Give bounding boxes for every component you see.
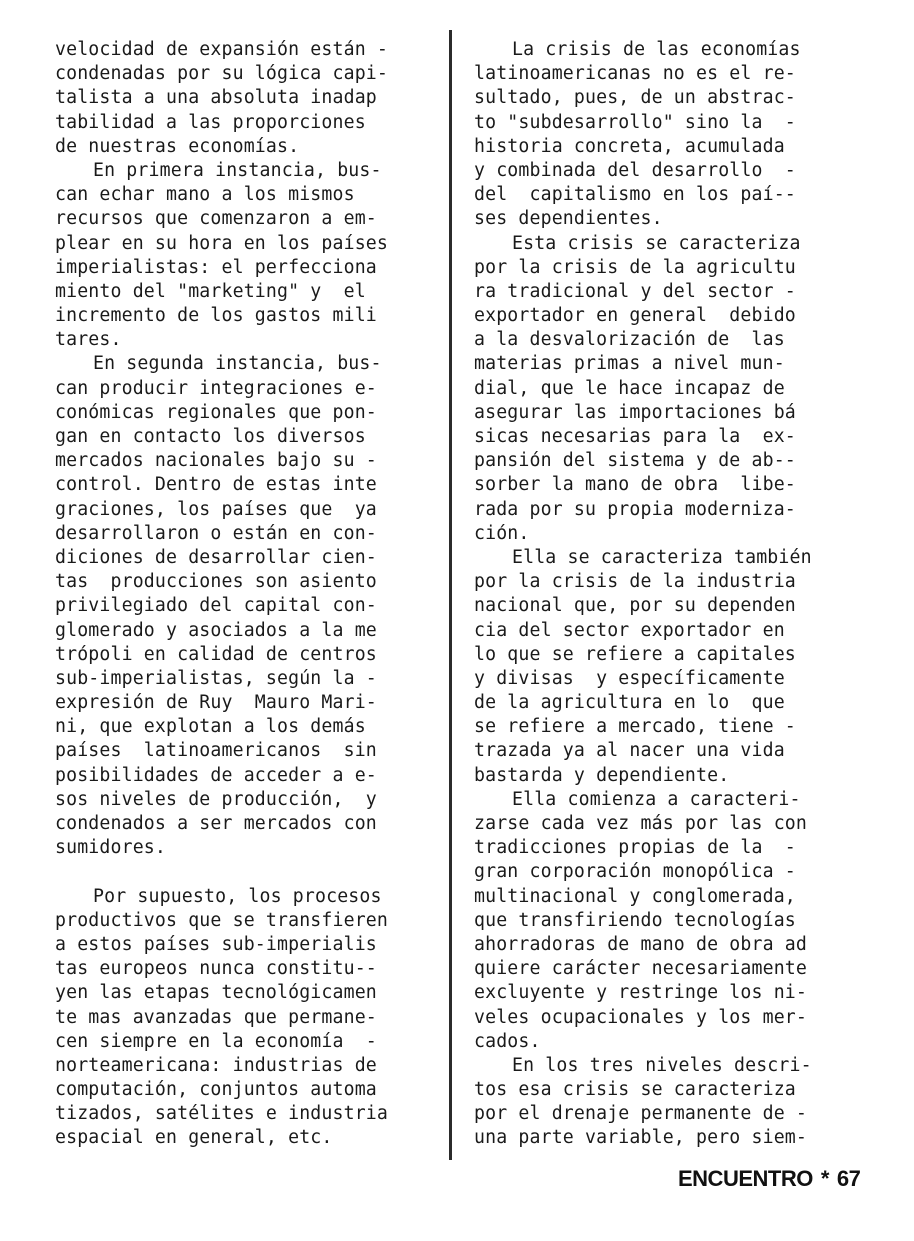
text-line: La crisis de las economías xyxy=(512,39,801,60)
text-line: excluyente y restringe los ni- xyxy=(474,982,807,1004)
text-line: En segunda instancia, bus- xyxy=(93,353,382,375)
text-line: asegurar las importaciones bá xyxy=(474,401,796,423)
text-line: a estos países sub-imperialis xyxy=(55,933,377,955)
text-line: por la crisis de la agricultu xyxy=(474,256,796,278)
page-footer xyxy=(678,1166,860,1192)
text-line: bastarda y dependiente. xyxy=(474,764,730,786)
text-line: que transfiriendo tecnologías xyxy=(474,909,796,931)
right-text-column xyxy=(474,38,849,1151)
text-line: sos niveles de producción, y xyxy=(55,788,377,810)
text-line: yen las etapas tecnológicamen xyxy=(55,982,377,1004)
text-line: dial, que le hace incapaz de xyxy=(474,377,785,399)
text-line: imperialistas: el perfecciona xyxy=(55,256,377,278)
text-line: condenados a ser mercados con xyxy=(55,813,377,834)
text-line: de la agricultura en lo que xyxy=(474,692,785,714)
text-line: exportador en general debido xyxy=(474,305,796,327)
text-line: a la desvalorización de las xyxy=(474,329,785,351)
text-line: velocidad de expansión están - xyxy=(55,39,388,60)
text-line: ses dependientes. xyxy=(474,208,663,230)
text-line: plear en su hora en los países xyxy=(55,232,388,254)
text-line: zarse cada vez más por las con xyxy=(474,813,807,834)
text-line: En primera instancia, bus- xyxy=(93,159,382,181)
text-line: mercados nacionales bajo su - xyxy=(55,450,377,472)
text-line: condenadas por su lógica capi- xyxy=(55,63,388,85)
text-line: lo que se refiere a capitales xyxy=(474,643,796,665)
star-separator: * xyxy=(820,1166,829,1191)
text-line: espacial en general, etc. xyxy=(55,1127,333,1149)
text-line: quiere carácter necesariamente xyxy=(474,958,807,980)
text-line: pansión del sistema y de ab-- xyxy=(474,450,796,472)
column-divider xyxy=(449,30,452,1160)
text-line: cia del sector exportador en xyxy=(474,619,785,641)
text-line: ra tradicional y del sector - xyxy=(474,280,796,302)
text-line: trópoli en calidad de centros xyxy=(55,643,377,665)
text-line: gan en contacto los diversos xyxy=(55,426,366,447)
text-line: sumidores. xyxy=(55,837,166,859)
text-line: tizados, satélites e industria xyxy=(55,1103,388,1125)
text-line: y divisas y específicamente xyxy=(474,667,785,689)
text-line: ahorradoras de mano de obra ad xyxy=(474,933,807,955)
text-line: por el drenaje permanente de - xyxy=(474,1103,807,1125)
text-line: En los tres niveles descri- xyxy=(512,1054,812,1076)
text-line: gran corporación monopólica - xyxy=(474,861,796,883)
text-line: historia concreta, acumulada xyxy=(474,135,785,157)
text-line: miento del "marketing" y el xyxy=(55,280,366,302)
text-line: talista a una absoluta inadap xyxy=(55,87,377,109)
text-line: expresión de Ruy Mauro Mari- xyxy=(55,692,377,714)
blank-line xyxy=(55,860,430,884)
text-line: can echar mano a los mismos xyxy=(55,184,355,206)
text-line: ción. xyxy=(474,522,530,544)
text-line: veles ocupacionales y los mer- xyxy=(474,1006,807,1028)
text-line: norteamericana: industrias de xyxy=(55,1054,377,1076)
text-line: productivos que se transfieren xyxy=(55,909,388,931)
text-line: graciones, los países que ya xyxy=(55,498,377,520)
text-line: tos esa crisis se caracteriza xyxy=(474,1079,796,1101)
text-line: desarrollaron o están en con- xyxy=(55,522,377,544)
text-line: posibilidades de acceder a e- xyxy=(55,764,377,786)
text-line: ni, que explotan a los demás xyxy=(55,716,366,738)
magazine-name: ENCUENTRO xyxy=(678,1166,813,1191)
text-line: Por supuesto, los procesos xyxy=(93,885,382,907)
text-line: por la crisis de la industria xyxy=(474,571,796,593)
text-line: tradicciones propias de la - xyxy=(474,837,796,859)
text-line: sorber la mano de obra libe- xyxy=(474,474,796,496)
text-line: se refiere a mercado, tiene - xyxy=(474,716,796,738)
text-line: privilegiado del capital con- xyxy=(55,595,377,617)
text-line: sub-imperialistas, según la - xyxy=(55,667,377,689)
text-line: sicas necesarias para la ex- xyxy=(474,426,796,447)
text-line: glomerado y asociados a la me xyxy=(55,619,377,641)
text-line: rada por su propia moderniza- xyxy=(474,498,796,520)
text-line: Ella se caracteriza también xyxy=(512,546,812,568)
text-line: control. Dentro de estas inte xyxy=(55,474,377,496)
text-line: tabilidad a las proporciones xyxy=(55,111,366,133)
text-line: multinacional y conglomerada, xyxy=(474,885,796,907)
text-line: materias primas a nivel mun- xyxy=(474,353,785,375)
text-line: sultado, pues, de un abstrac- xyxy=(474,87,796,109)
left-text-column xyxy=(55,38,430,1151)
text-line: latinoamericanas no es el re- xyxy=(474,63,796,85)
text-line: diciones de desarrollar cien- xyxy=(55,546,377,568)
text-line: Ella comienza a caracteri- xyxy=(512,788,801,810)
text-line: y combinada del desarrollo - xyxy=(474,159,796,181)
text-line: nacional que, por su dependen xyxy=(474,595,796,617)
text-line: to "subdesarrollo" sino la - xyxy=(474,111,796,133)
text-line: Esta crisis se caracteriza xyxy=(512,232,801,254)
text-line: can producir integraciones e- xyxy=(55,377,377,399)
text-line: países latinoamericanos sin xyxy=(55,740,377,762)
text-line: te mas avanzadas que permane- xyxy=(55,1006,377,1028)
text-line: tares. xyxy=(55,329,122,351)
text-line: cen siempre en la economía - xyxy=(55,1030,377,1052)
text-line: del capitalismo en los paí-- xyxy=(474,184,796,206)
text-line: trazada ya al nacer una vida xyxy=(474,740,785,762)
text-line: conómicas regionales que pon- xyxy=(55,401,377,423)
text-line: incremento de los gastos mili xyxy=(55,305,377,327)
text-line: recursos que comenzaron a em- xyxy=(55,208,377,230)
text-line: computación, conjuntos automa xyxy=(55,1079,377,1101)
text-line: una parte variable, pero siem- xyxy=(474,1127,807,1149)
text-line: de nuestras economías. xyxy=(55,135,300,157)
text-line: tas producciones son asiento xyxy=(55,571,377,593)
page-number: 67 xyxy=(836,1166,861,1191)
text-line: cados. xyxy=(474,1030,541,1052)
text-line: tas europeos nunca constitu-- xyxy=(55,958,377,980)
